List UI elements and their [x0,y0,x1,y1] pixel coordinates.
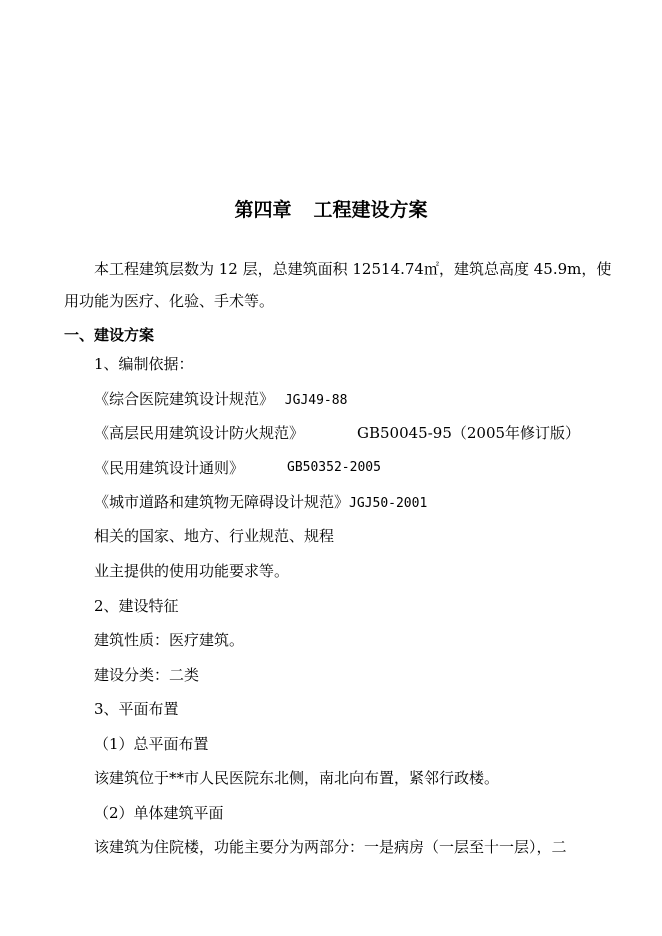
basis-item-name: 《高层民用建筑设计防火规范》 [94,424,305,442]
chapter-title [0,197,662,223]
layout-sub1-heading: （1）总平面布置 [94,735,209,753]
layout-sub2-heading: （2）单体建筑平面 [94,804,224,822]
chapter-name: 工程建设方案 [313,199,428,221]
layout-heading: 3、平面布置 [94,700,179,718]
basis-item-2 [94,423,581,443]
section-heading: 一、建设方案 [64,326,155,344]
basis-heading: 1、编制依据： [94,355,194,373]
basis-item-code: JGJ50-2001 [349,496,428,511]
features-nature: 建筑性质：医疗建筑。 [94,631,245,649]
features-category: 建设分类：二类 [94,666,200,684]
basis-item-3 [94,458,381,478]
features-heading: 2、建设特征 [94,597,179,615]
basis-item-name: 《民用建筑设计通则》 [94,459,245,477]
basis-item-4 [94,492,427,514]
chapter-number: 第四章 [234,199,292,221]
intro-line-2: 用功能为医疗、化验、手术等。 [64,292,275,310]
basis-item-code: GB50352-2005 [287,460,381,475]
basis-extra-1: 相关的国家、地方、行业规范、规程 [94,527,335,545]
basis-item-name: 《城市道路和建筑物无障碍设计规范》 [94,493,350,511]
layout-sub1-text: 该建筑位于**市人民医院东北侧，南北向布置，紧邻行政楼。 [94,769,500,787]
basis-extra-2: 业主提供的使用功能要求等。 [94,562,290,580]
basis-item-1 [94,389,347,411]
basis-item-code: GB50045-95（2005年修订版） [357,424,581,442]
layout-sub2-text: 该建筑为住院楼，功能主要分为两部分：一是病房（一层至十一层），二 [94,838,567,856]
intro-line-1: 本工程建筑层数为 12 层，总建筑面积 12514.74㎡，建筑总高度 45.9m，使 [94,260,612,278]
basis-item-name: 《综合医院建筑设计规范》 [94,390,275,408]
basis-item-code: JGJ49-88 [284,393,348,408]
